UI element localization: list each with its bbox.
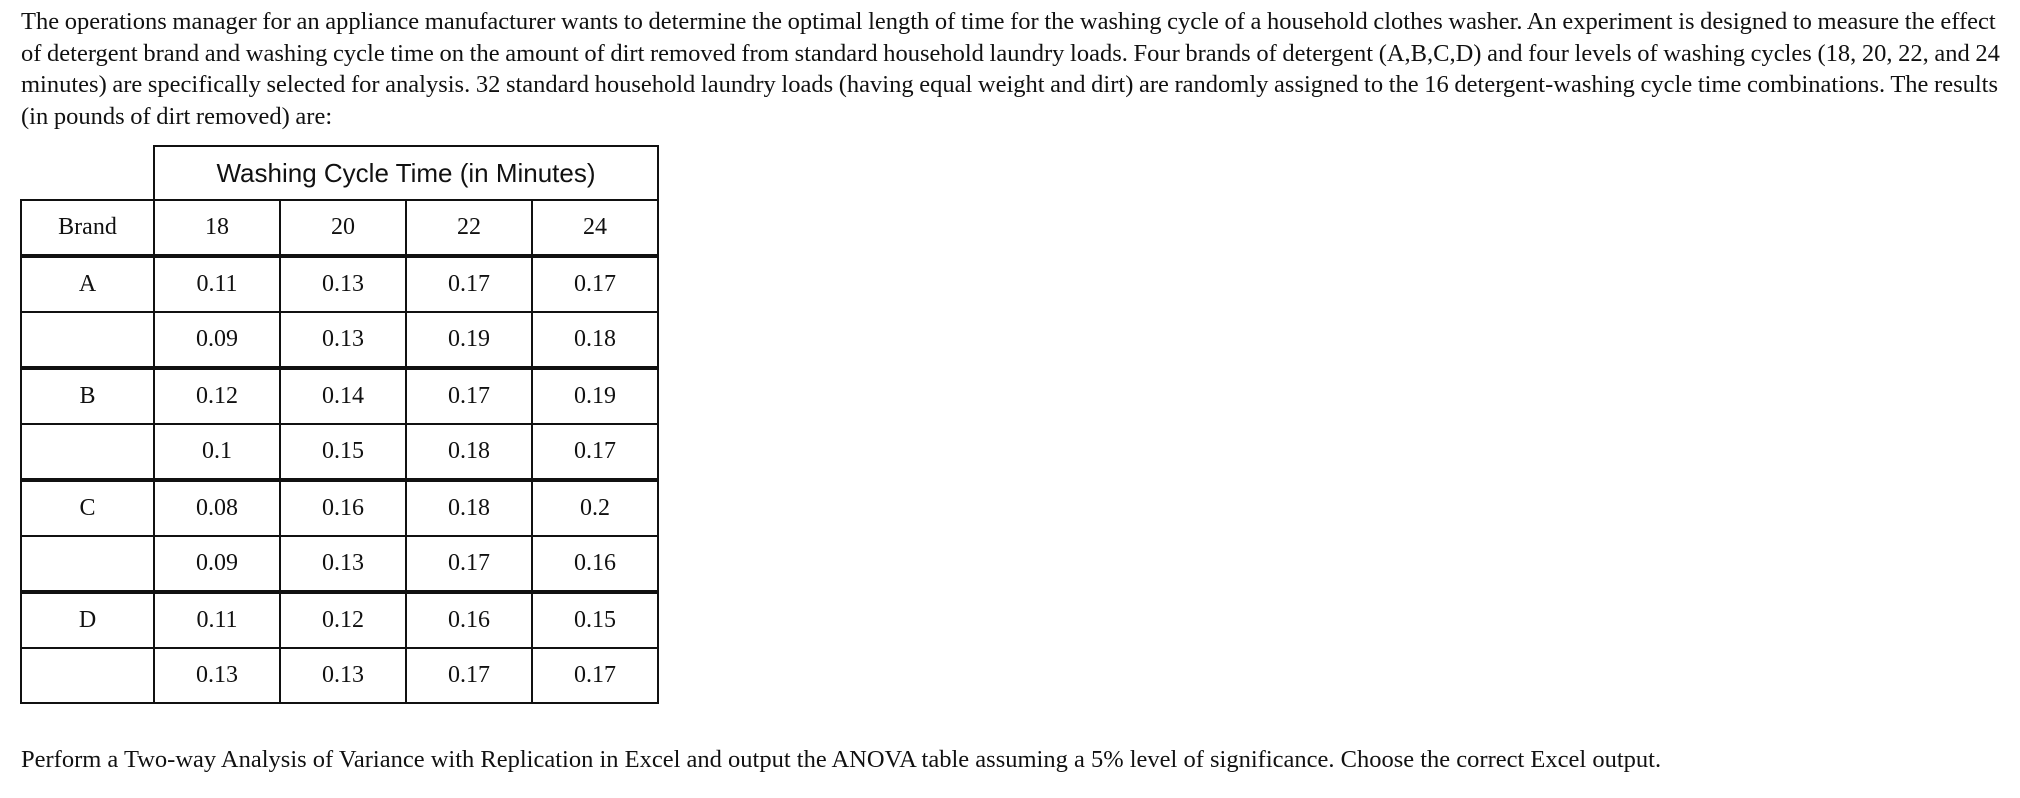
value-cell: 0.16 — [280, 480, 406, 536]
value-cell: 0.14 — [280, 368, 406, 424]
value-cell: 0.12 — [154, 368, 280, 424]
value-cell: 0.2 — [532, 480, 658, 536]
brand-cell: B — [21, 368, 154, 424]
value-cell: 0.17 — [532, 648, 658, 703]
brand-cell — [21, 648, 154, 703]
value-cell: 0.13 — [280, 312, 406, 368]
value-cell: 0.08 — [154, 480, 280, 536]
value-cell: 0.15 — [280, 424, 406, 480]
table-row — [21, 480, 658, 536]
group-header-row — [21, 146, 658, 200]
instruction-text: Perform a Two-way Analysis of Variance with Replication in Excel and output the ANOVA table assuming a 5% level of significance. Choose the correct Excel output. — [21, 746, 1662, 773]
value-cell: 0.18 — [406, 424, 532, 480]
value-cell: 0.1 — [154, 424, 280, 480]
value-cell: 0.19 — [406, 312, 532, 368]
value-cell: 0.17 — [406, 648, 532, 703]
value-cell: 0.19 — [532, 368, 658, 424]
value-cell: 0.11 — [154, 256, 280, 312]
time-column-header: 20 — [280, 200, 406, 256]
value-cell: 0.13 — [154, 648, 280, 703]
value-cell: 0.17 — [532, 256, 658, 312]
brand-cell — [21, 424, 154, 480]
value-cell: 0.09 — [154, 312, 280, 368]
value-cell: 0.12 — [280, 592, 406, 648]
value-cell: 0.16 — [532, 536, 658, 592]
washing-cycle-header: Washing Cycle Time (in Minutes) — [154, 146, 658, 200]
value-cell: 0.15 — [532, 592, 658, 648]
table-row — [21, 648, 658, 703]
table-row — [21, 536, 658, 592]
table-row — [21, 592, 658, 648]
brand-cell — [21, 536, 154, 592]
value-cell: 0.17 — [406, 536, 532, 592]
brand-cell: C — [21, 480, 154, 536]
problem-intro-text: The operations manager for an appliance manufacturer wants to determine the optimal length of time for the washing cycle of a household clothes washer. An experiment is designed to measure the effect of detergent brand and washing cycle time on the amount of dirt removed from standard household laundry loads. Four brands of detergent (A,B,C,D) and four levels of washing cycles (18, 20, 22, and 24 minutes) are specifically selected for analysis. 32 standard household laundry loads (having equal weight and dirt) are randomly assigned to the 16 detergent-washing cycle time combinations. The results (in pounds of dirt removed) are: — [21, 8, 2000, 130]
value-cell: 0.11 — [154, 592, 280, 648]
value-cell: 0.09 — [154, 536, 280, 592]
value-cell: 0.17 — [406, 256, 532, 312]
time-column-header: 18 — [154, 200, 280, 256]
value-cell: 0.13 — [280, 256, 406, 312]
value-cell: 0.18 — [406, 480, 532, 536]
value-cell: 0.13 — [280, 536, 406, 592]
time-column-header: 22 — [406, 200, 532, 256]
brand-column-header: Brand — [21, 200, 154, 256]
value-cell: 0.17 — [532, 424, 658, 480]
table-row — [21, 424, 658, 480]
time-column-header: 24 — [532, 200, 658, 256]
table-row — [21, 256, 658, 312]
value-cell: 0.13 — [280, 648, 406, 703]
column-header-row — [21, 200, 658, 256]
brand-cell: A — [21, 256, 154, 312]
value-cell: 0.17 — [406, 368, 532, 424]
dirt-removed-table — [20, 145, 659, 704]
brand-cell: D — [21, 592, 154, 648]
table-row — [21, 312, 658, 368]
value-cell: 0.18 — [532, 312, 658, 368]
table-row — [21, 368, 658, 424]
value-cell: 0.16 — [406, 592, 532, 648]
corner-cell — [21, 146, 154, 200]
brand-cell — [21, 312, 154, 368]
